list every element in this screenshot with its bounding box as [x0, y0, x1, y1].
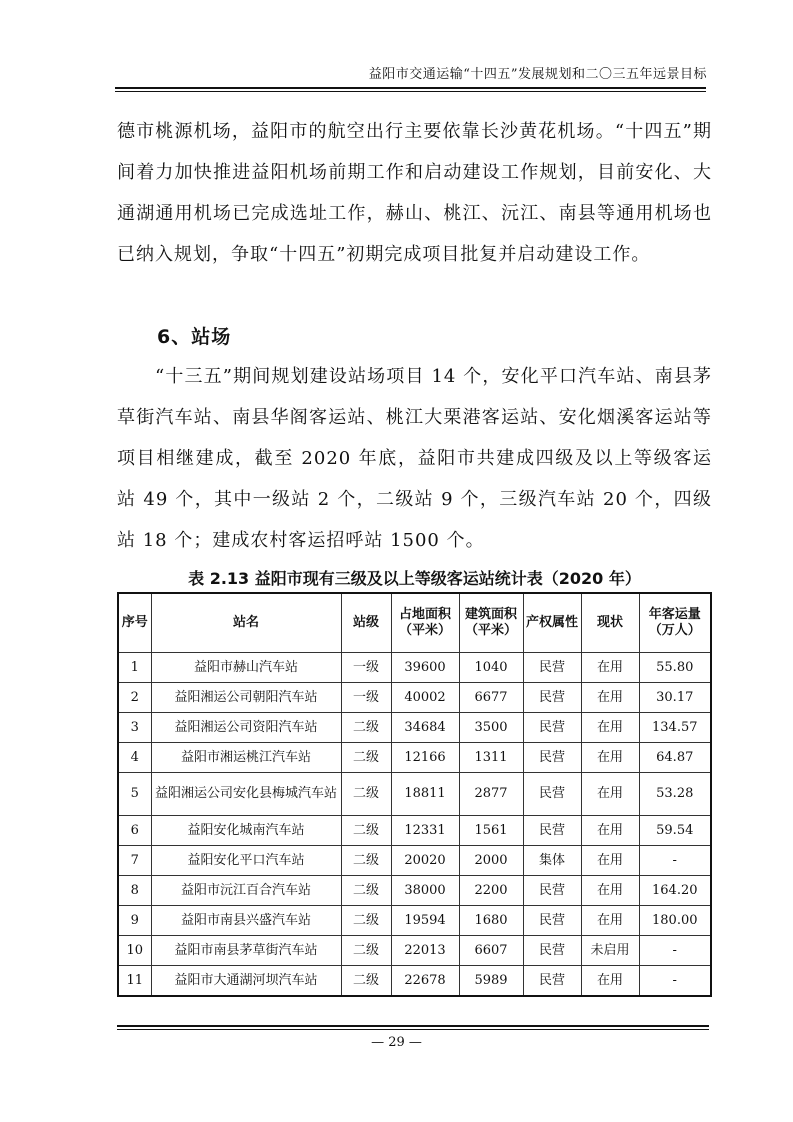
table-cell: 9 [118, 906, 151, 936]
table-cell: 22678 [391, 966, 459, 997]
table-cell: 民营 [523, 683, 581, 713]
table-cell: 180.00 [639, 906, 711, 936]
table-row [118, 653, 711, 683]
table-cell: 2877 [459, 773, 523, 816]
table-cell: 34684 [391, 713, 459, 743]
table-cell: 二级 [341, 966, 391, 997]
table-cell: 民营 [523, 653, 581, 683]
table-cell: 30.17 [639, 683, 711, 713]
page-number: — 29 — [371, 1035, 422, 1050]
table-cell: 2200 [459, 876, 523, 906]
table-cell: 在用 [581, 743, 639, 773]
table-cell: 59.54 [639, 816, 711, 846]
table-cell: 7 [118, 846, 151, 876]
table-cell: 在用 [581, 906, 639, 936]
table-row [118, 773, 711, 816]
table-cell: 12331 [391, 816, 459, 846]
table-cell: 益阳市大通湖河坝汽车站 [151, 966, 341, 997]
table-cell: 39600 [391, 653, 459, 683]
table-row [118, 683, 711, 713]
table-cell: 二级 [341, 876, 391, 906]
table-cell: 民营 [523, 743, 581, 773]
table-cell: 民营 [523, 906, 581, 936]
header-cell: 站级 [341, 593, 391, 653]
table-cell: - [639, 966, 711, 997]
table-cell: 1040 [459, 653, 523, 683]
section-heading: 6、站场 [157, 326, 232, 348]
table-cell: 二级 [341, 936, 391, 966]
table-row [118, 966, 711, 997]
table-header-row [118, 593, 711, 653]
table-cell: 53.28 [639, 773, 711, 816]
table-cell: - [639, 846, 711, 876]
running-header: 益阳市交通运输“十四五”发展规划和二〇三五年远景目标 [368, 67, 707, 82]
table-cell: 19594 [391, 906, 459, 936]
table-cell: 5 [118, 773, 151, 816]
table-cell: 一级 [341, 683, 391, 713]
stations-table [117, 592, 712, 997]
table-caption: 表 2.13 益阳市现有三级及以上等级客运站统计表（2020 年） [188, 569, 641, 588]
table-row [118, 846, 711, 876]
table-cell: 益阳市赫山汽车站 [151, 653, 341, 683]
header-cell: 建筑面积（平米） [459, 593, 523, 653]
table-cell: 在用 [581, 713, 639, 743]
table-cell: - [639, 936, 711, 966]
table-cell: 益阳安化城南汽车站 [151, 816, 341, 846]
table-cell: 8 [118, 876, 151, 906]
table-cell: 民营 [523, 773, 581, 816]
table-cell: 在用 [581, 773, 639, 816]
header-cell: 序号 [118, 593, 151, 653]
table-cell: 10 [118, 936, 151, 966]
header-rule-thin [115, 91, 706, 92]
table-cell: 64.87 [639, 743, 711, 773]
table-cell: 一级 [341, 653, 391, 683]
table-cell: 益阳市沅江百合汽车站 [151, 876, 341, 906]
table-row [118, 816, 711, 846]
table-cell: 3500 [459, 713, 523, 743]
table-cell: 4 [118, 743, 151, 773]
table-cell: 6677 [459, 683, 523, 713]
header-cell: 年客运量（万人） [639, 593, 711, 653]
table-cell: 1 [118, 653, 151, 683]
table-cell: 在用 [581, 876, 639, 906]
table-row [118, 713, 711, 743]
table-cell: 20020 [391, 846, 459, 876]
table-cell: 益阳市南县茅草街汽车站 [151, 936, 341, 966]
header-cell: 站名 [151, 593, 341, 653]
table-row [118, 906, 711, 936]
table-cell: 二级 [341, 906, 391, 936]
table-cell: 在用 [581, 816, 639, 846]
table-cell: 164.20 [639, 876, 711, 906]
header-cell: 占地面积（平米） [391, 593, 459, 653]
table-cell: 益阳湘运公司朝阳汽车站 [151, 683, 341, 713]
table-cell: 二级 [341, 846, 391, 876]
table-cell: 未启用 [581, 936, 639, 966]
paragraph-airport: 德市桃源机场，益阳市的航空出行主要依靠长沙黄花机场。“十四五”期间着力加快推进益阳机场前期工作和启动建设工作规划，目前安化、大通湖通用机场已完成选址工作，赫山、桃江、沅江、南县等通用机场也已纳入规划，争取“十四五”初期完成项目批复并启动建设工作。 [117, 121, 712, 265]
table-cell: 11 [118, 966, 151, 997]
table-cell: 民营 [523, 936, 581, 966]
table-cell: 40002 [391, 683, 459, 713]
table-cell: 二级 [341, 773, 391, 816]
table-cell: 二级 [341, 816, 391, 846]
table-cell: 二级 [341, 743, 391, 773]
header-rule [115, 87, 706, 89]
table-cell: 6607 [459, 936, 523, 966]
table-cell: 2 [118, 683, 151, 713]
footer-rule [117, 1025, 709, 1027]
table-cell: 益阳市湘运桃江汽车站 [151, 743, 341, 773]
table-row [118, 936, 711, 966]
header-cell: 产权属性 [523, 593, 581, 653]
table-cell: 益阳市南县兴盛汽车站 [151, 906, 341, 936]
table-cell: 二级 [341, 713, 391, 743]
table-cell: 22013 [391, 936, 459, 966]
table-cell: 134.57 [639, 713, 711, 743]
table-cell: 集体 [523, 846, 581, 876]
table-cell: 18811 [391, 773, 459, 816]
table-cell: 1311 [459, 743, 523, 773]
table-row [118, 876, 711, 906]
table-cell: 民营 [523, 876, 581, 906]
table-cell: 5989 [459, 966, 523, 997]
table-cell: 益阳安化平口汽车站 [151, 846, 341, 876]
table-cell: 在用 [581, 653, 639, 683]
table-cell: 6 [118, 816, 151, 846]
table-cell: 民营 [523, 816, 581, 846]
footer-rule-thin [117, 1029, 709, 1030]
table-cell: 38000 [391, 876, 459, 906]
header-cell: 现状 [581, 593, 639, 653]
paragraph-stations: “十三五”期间规划建设站场项目 14 个，安化平口汽车站、南县茅草街汽车站、南县华阁客运站、桃江大栗港客运站、安化烟溪客运站等项目相继建成，截至 2020 年底，益阳市共建成四级及以上等级客运站 49 个，其中一级站 2 个，二级站 9 个，三级汽车站 20 个，四级站 18 个；建成农村客运招呼站 1500 个。 [117, 366, 712, 551]
table-cell: 1680 [459, 906, 523, 936]
table-cell: 民营 [523, 966, 581, 997]
table-cell: 益阳湘运公司安化县梅城汽车站 [151, 773, 341, 816]
table-cell: 12166 [391, 743, 459, 773]
table-cell: 55.80 [639, 653, 711, 683]
table-cell: 1561 [459, 816, 523, 846]
table-cell: 3 [118, 713, 151, 743]
table-cell: 在用 [581, 846, 639, 876]
table-cell: 在用 [581, 683, 639, 713]
table-cell: 在用 [581, 966, 639, 997]
table-cell: 民营 [523, 713, 581, 743]
table-cell: 2000 [459, 846, 523, 876]
table-cell: 益阳湘运公司资阳汽车站 [151, 713, 341, 743]
table-row [118, 743, 711, 773]
